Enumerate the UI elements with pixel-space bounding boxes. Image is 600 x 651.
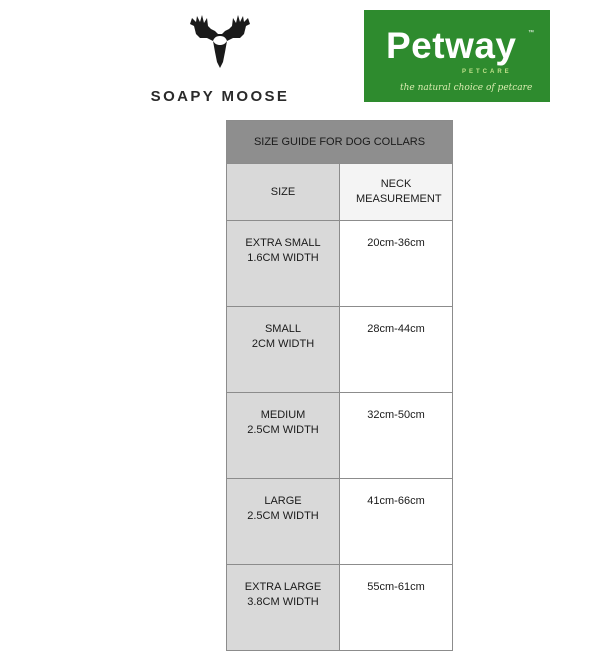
moose-head-icon [188,14,252,70]
size-label: SMALL [264,323,302,335]
size-cell [227,479,340,565]
size-guide-table [226,120,453,651]
neck-cell: 20cm-36cm [340,221,453,307]
neck-cell: 55cm-61cm [340,565,453,651]
size-cell [227,565,340,651]
size-label: MEDIUM [260,409,306,421]
size-cell [227,221,340,307]
petway-subtitle: PETCARE [462,69,512,75]
petway-trademark: ™ [528,30,534,36]
size-cell [227,393,340,479]
table-row [227,565,453,651]
soapy-moose-logo [130,14,310,104]
table-row [227,393,453,479]
petway-wordmark: Petway [386,25,517,66]
width-label: 2.5CM WIDTH [247,510,319,522]
width-label: 2CM WIDTH [251,338,315,350]
width-label: 1.6CM WIDTH [247,252,319,264]
size-cell [227,307,340,393]
soapy-moose-wordmark: SOAPY MOOSE [150,88,290,105]
petway-tagline: the natural choice of petcare [400,83,533,93]
table-row [227,307,453,393]
table-row [227,479,453,565]
column-header-neck [340,164,453,221]
neck-cell: 32cm-50cm [340,393,453,479]
width-label: 3.8CM WIDTH [247,596,319,608]
column-header-size: SIZE [227,164,340,221]
size-label: EXTRA SMALL [245,237,321,249]
table-title-row [227,121,453,164]
neck-cell: 28cm-44cm [340,307,453,393]
table-header-row [227,164,453,221]
size-label: EXTRA LARGE [244,581,322,593]
size-label: LARGE [264,495,302,507]
neck-header-label: NECK MEASUREMENT [356,178,442,205]
neck-cell: 41cm-66cm [340,479,453,565]
width-label: 2.5CM WIDTH [247,424,319,436]
petway-logo [364,10,550,102]
table-title: SIZE GUIDE FOR DOG COLLARS [227,121,453,164]
table-row [227,221,453,307]
